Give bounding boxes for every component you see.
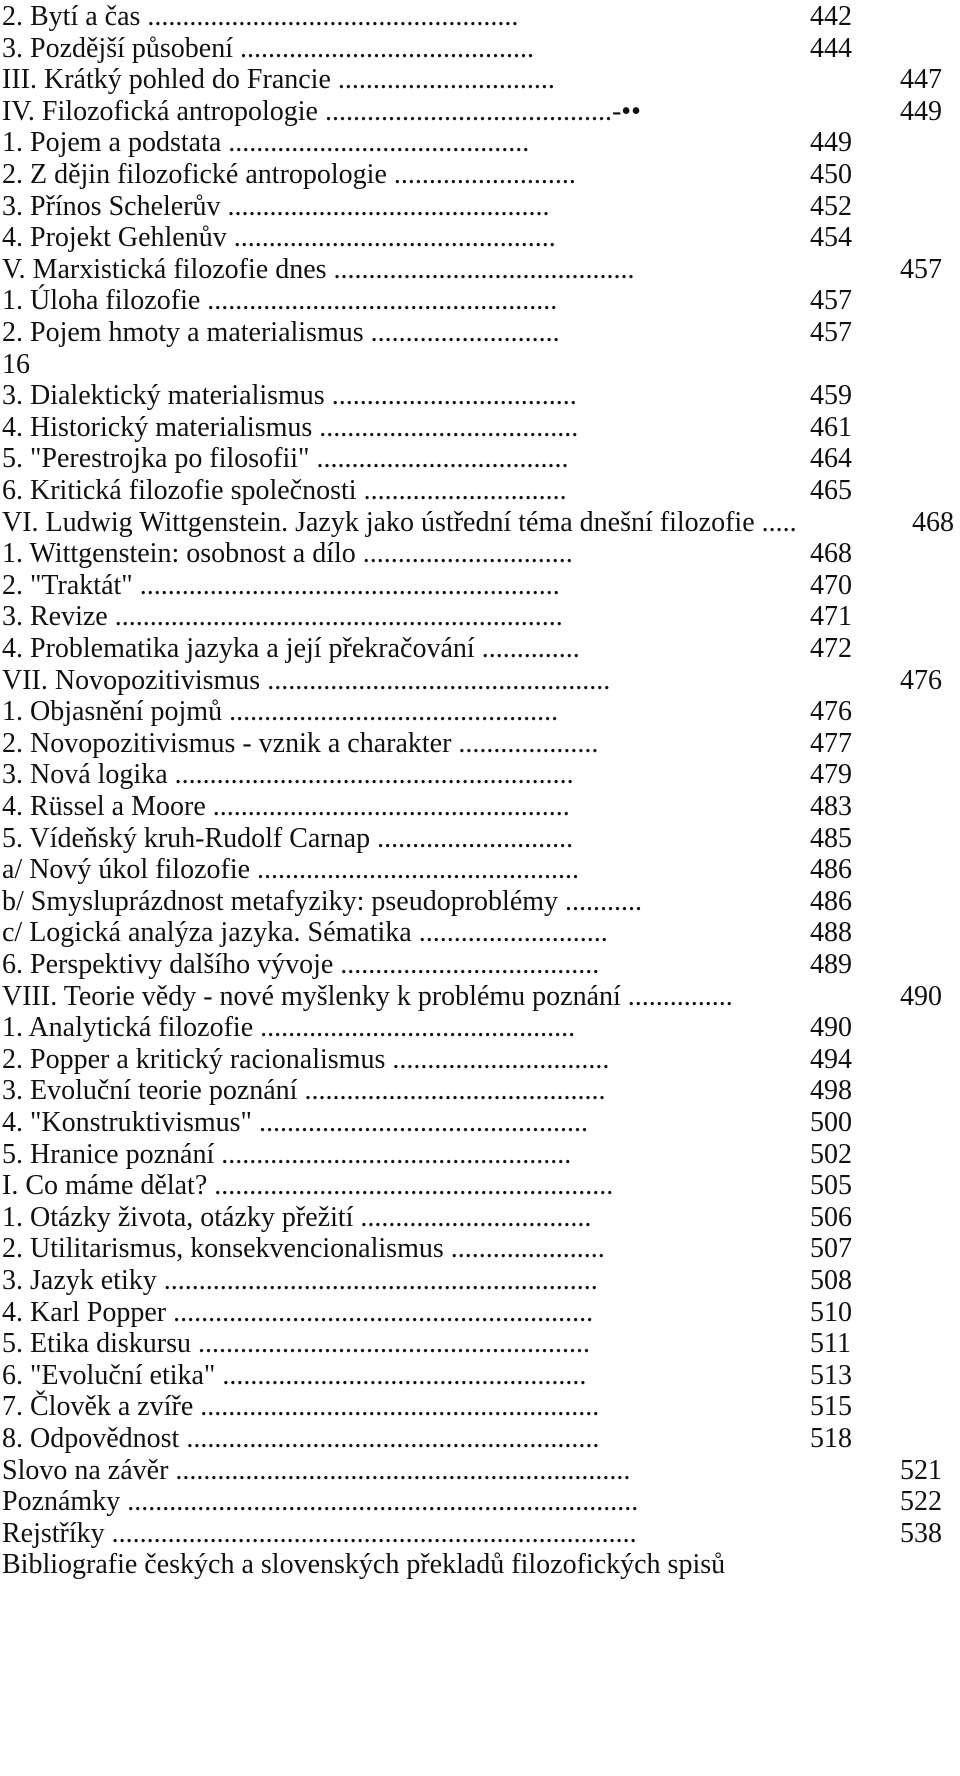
toc-entry-title: Poznámky ......................................................................... — [2, 1486, 639, 1518]
toc-entry-page-number: 447 — [900, 64, 942, 96]
toc-entry-page-number: 468 — [912, 506, 954, 538]
toc-entry-page-number: 486 — [810, 854, 852, 886]
toc-entry-title: I. Co máme dělat? ......................................................... — [2, 1170, 614, 1202]
toc-entry-page-number: 457 — [810, 285, 852, 317]
toc-entry-title: 1. Úloha filozofie .................................................. — [2, 285, 558, 317]
toc-entry-page-number: 500 — [810, 1107, 852, 1138]
toc-entry-title: 8. Odpovědnost ........................................................... — [2, 1423, 600, 1454]
toc-entry-page-number: 538 — [900, 1517, 942, 1549]
toc-entry-title: 4. Projekt Gehlenův .............................................. — [2, 222, 556, 254]
toc-entry-title: 5. Vídeňský kruh-Rudolf Carnap ............................ — [2, 822, 574, 854]
toc-entry-page-number: 449 — [810, 127, 852, 159]
toc-entry-title: 2. Popper a kritický racionalismus ............................... — [2, 1043, 610, 1075]
toc-entry-title: 4. Karl Popper ............................................................ — [2, 1296, 594, 1328]
toc-entry-title: 5. "Perestrojka po filosofii" .................................... — [2, 443, 569, 475]
toc-entry-title: 6. Kritická filozofie společnosti ............................. — [2, 475, 567, 506]
toc-entry-page-number: 465 — [810, 475, 852, 506]
toc-entry-title: 3. Nová logika ......................................................... — [2, 759, 574, 791]
toc-entry-title: Slovo na závěr ................................................................. — [2, 1454, 631, 1486]
toc-entry-page-number: 488 — [810, 917, 852, 949]
toc-entry-title: 2. Novopozitivismus - vznik a charakter .................... — [2, 727, 599, 759]
toc-entry-page-number: 508 — [810, 1265, 852, 1296]
toc-entry-title: 4. Problematika jazyka a její překračování .............. — [2, 633, 580, 664]
toc-entry-page-number: 507 — [810, 1233, 852, 1265]
toc-entry-title: 3. Dialektický materialismus ................................... — [2, 380, 577, 412]
toc-entry-title: 1. Objasnění pojmů ............................................... — [2, 696, 559, 728]
toc-entry-page-number: 452 — [810, 190, 852, 222]
toc-entry-title: c/ Logická analýza jazyka. Sématika ........................... — [2, 917, 608, 949]
toc-entry-title: 2. Z dějin filozofické antropologie .......................... — [2, 159, 576, 190]
toc-entry-page-number: 486 — [810, 885, 852, 917]
toc-entry-title: Bibliografie českých a slovenských překladů filozofických spisů — [2, 1549, 726, 1581]
toc-entry-page-number: 461 — [810, 411, 852, 443]
toc-entry-page-number: 450 — [810, 159, 852, 190]
toc-entry-page-number: 489 — [810, 949, 852, 980]
toc-entry-title: 3. Přínos Schelerův .............................................. — [2, 190, 550, 222]
toc-entry-page-number: 518 — [810, 1423, 852, 1454]
toc-entry-title: 5. Etika diskursu ........................................................ — [2, 1328, 590, 1360]
toc-entry-page-number: 513 — [810, 1359, 852, 1391]
toc-entry-page-number: 457 — [810, 317, 852, 348]
toc-entry-title: 6. Perspektivy dalšího vývoje ..................................... — [2, 949, 600, 980]
toc-entry-title: 3. Revize ................................................................ — [2, 601, 563, 633]
toc-entry-title: 4. "Konstruktivismus" ............................................... — [2, 1107, 588, 1138]
toc-entry-page-number: 476 — [810, 696, 852, 728]
toc-entry-page-number: 472 — [810, 633, 852, 664]
toc-entry-title: a/ Nový úkol filozofie .............................................. — [2, 854, 580, 886]
toc-entry-title: V. Marxistická filozofie dnes ........................................... — [2, 253, 635, 285]
toc-entry-page-number: 510 — [810, 1296, 852, 1328]
toc-entry-page-number: 521 — [900, 1454, 942, 1486]
toc-entry-page-number: 471 — [810, 601, 852, 633]
toc-entry-page-number: 498 — [810, 1075, 852, 1107]
toc-entry-title: 2. Bytí a čas ..................................................... — [2, 1, 519, 32]
toc-entry-title: b/ Smysluprázdnost metafyziky: pseudoproblémy ........... — [2, 885, 643, 917]
toc-entry-title: IV. Filozofická antropologie .........................................-•• — [2, 95, 641, 127]
toc-entry-title: 16 — [2, 348, 30, 380]
toc-entry-title: 4. Rüssel a Moore ................................................... — [2, 791, 570, 822]
toc-entry-title: 4. Historický materialismus ..................................... — [2, 411, 579, 443]
toc-entry-title: 3. Pozdější působení .......................................... — [2, 32, 534, 64]
toc-entry-page-number: 506 — [810, 1201, 852, 1233]
toc-entry-title: III. Krátký pohled do Francie ............................... — [2, 64, 555, 96]
toc-entry-page-number: 468 — [810, 538, 852, 570]
toc-entry-page-number: 444 — [810, 32, 852, 64]
toc-entry-title: 3. Jazyk etiky .............................................................. — [2, 1265, 598, 1296]
toc-entry-title: 1. Pojem a podstata ........................................... — [2, 127, 530, 159]
toc-entry-page-number: 490 — [810, 1012, 852, 1044]
toc-entry-page-number: 490 — [900, 980, 942, 1012]
toc-entry-page-number: 442 — [810, 1, 852, 32]
toc-entry-page-number: 522 — [900, 1486, 942, 1518]
toc-entry-title: 1. Otázky života, otázky přežití ................................. — [2, 1201, 592, 1233]
toc-entry-title: 2. Utilitarismus, konsekvencionalismus ...................... — [2, 1233, 605, 1265]
toc-entry-page-number: 494 — [810, 1043, 852, 1075]
toc-entry-page-number: 502 — [810, 1138, 852, 1170]
toc-entry-title: 3. Evoluční teorie poznání ........................................... — [2, 1075, 606, 1107]
toc-entry-title: 1. Wittgenstein: osobnost a dílo .............................. — [2, 538, 573, 570]
toc-entry-title: 2. Pojem hmoty a materialismus ........................... — [2, 317, 560, 348]
toc-entry-title: 6. "Evoluční etika" .................................................... — [2, 1359, 587, 1391]
toc-entry-page-number: 479 — [810, 759, 852, 791]
toc-entry-title: 5. Hranice poznání .................................................. — [2, 1138, 572, 1170]
toc-entry-title: VI. Ludwig Wittgenstein. Jazyk jako ústřední téma dnešní filozofie ..... — [2, 506, 797, 538]
toc-entry-title: VII. Novopozitivismus ................................................. — [2, 664, 611, 696]
toc-entry-page-number: 464 — [810, 443, 852, 475]
toc-entry-title: VIII. Teorie vědy - nové myšlenky k problému poznání ............... — [2, 980, 733, 1012]
toc-entry-page-number: 476 — [900, 664, 942, 696]
toc-entry-page-number: 449 — [900, 95, 942, 127]
toc-entry-page-number: 457 — [900, 253, 942, 285]
toc-entry-page-number: 511 — [810, 1328, 851, 1360]
toc-entry-page-number: 483 — [810, 791, 852, 822]
toc-entry-page-number: 477 — [810, 727, 852, 759]
toc-entry-title: 1. Analytická filozofie ............................................. — [2, 1012, 576, 1044]
toc-entry-page-number: 454 — [810, 222, 852, 254]
toc-entry-title: Rejstříky ........................................................................... — [2, 1517, 637, 1549]
toc-entry-page-number: 470 — [810, 569, 852, 601]
toc-entry-page-number: 515 — [810, 1391, 852, 1423]
toc-entry-title: 2. "Traktát" ............................................................ — [2, 569, 560, 601]
toc-entry-page-number: 459 — [810, 380, 852, 412]
toc-entry-title: 7. Člověk a zvíře ......................................................... — [2, 1391, 600, 1423]
toc-entry-page-number: 505 — [810, 1170, 852, 1202]
toc-entry-page-number: 485 — [810, 822, 852, 854]
